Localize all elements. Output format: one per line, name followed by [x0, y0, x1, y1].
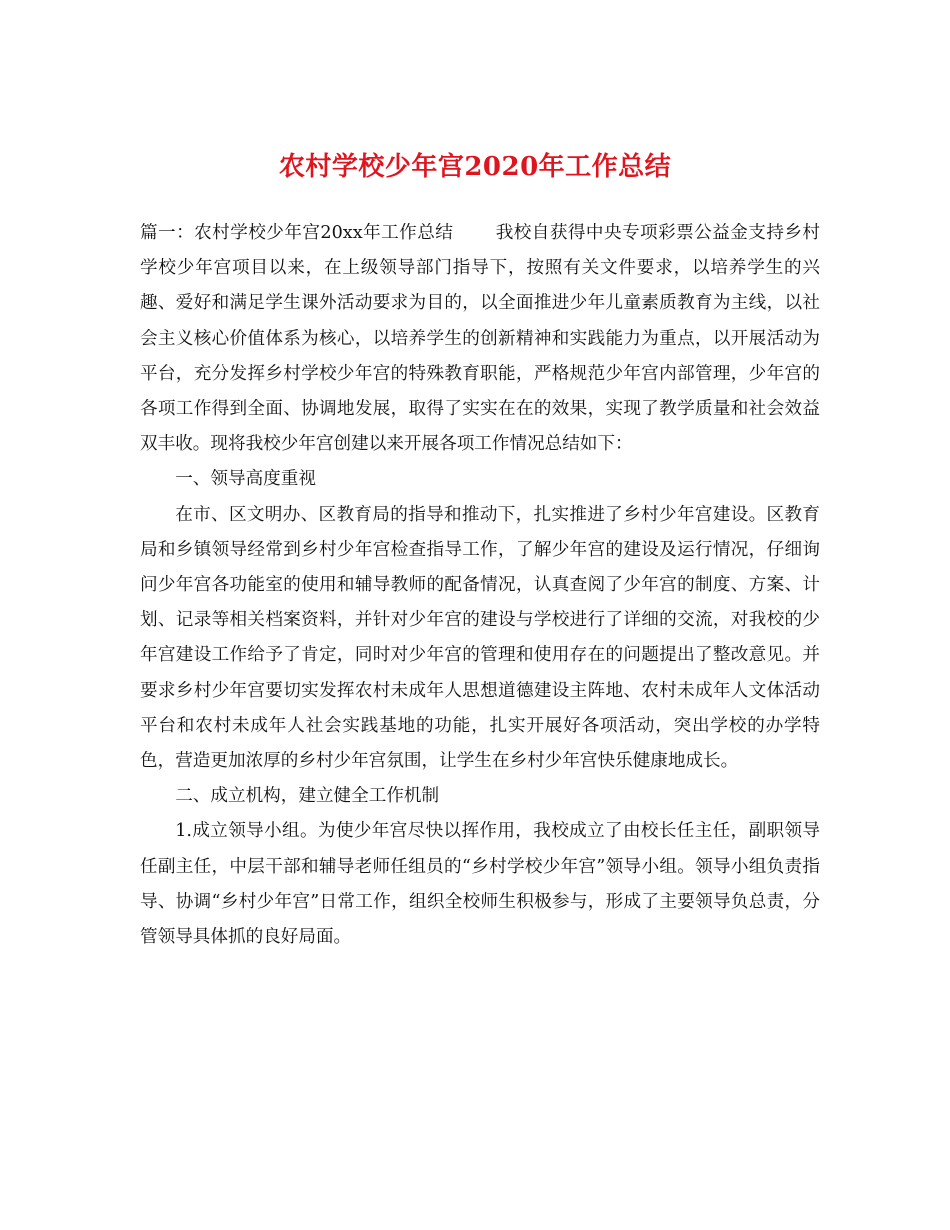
intro-heading: 篇一：农村学校少年宫20xx年工作总结 — [140, 223, 454, 243]
section2-item1-paragraph: 1.成立领导小组。为使少年宫尽快以挥作用，我校成立了由校长任主任，副职领导任副主任，中层干部和辅导老师任组员的“乡村学校少年宫”领导小组。领导小组负责指导、协调“乡村少年宫”日常工作，组织全校师生积极参与，形成了主要领导负总责，分管领导具体抓的良好局面。 — [140, 821, 820, 948]
document-body — [140, 216, 820, 955]
intro-text: 我校自获得中央专项彩票公益金支持乡村学校少年宫项目以来，在上级领导部门指导下，按照有关文件要求，以培养学生的兴趣、爱好和满足学生课外活动要求为目的，以全面推进少年儿童素质教育为主线，以社会主义核心价值体系为核心，以培养学生的创新精神和实践能力为重点，以开展活动为平台，充分发挥乡村学校少年宫的特殊教育职能，严格规范少年宫内部管理，少年宫的各项工作得到全面、协调地发展，取得了实实在在的效果，实现了教学质量和社会效益双丰收。现将我校少年宫创建以来开展各项工作情况总结如下： — [140, 223, 820, 455]
intro-paragraph — [140, 216, 820, 462]
document-title: 农村学校少年宫2020年工作总结 — [278, 152, 672, 182]
section1-heading: 一、领导高度重视 — [175, 469, 316, 490]
section1-paragraph: 在市、区文明办、区教育局的指导和推动下，扎实推进了乡村少年宫建设。区教育局和乡镇领导经常到乡村少年宫检查指导工作，了解少年宫的建设及运行情况，仔细询问少年宫各功能室的使用和辅导教师的配备情况，认真查阅了少年宫的制度、方案、计划、记录等相关档案资料，并针对少年宫的建设与学校进行了详细的交流，对我校的少年宫建设工作给予了肯定，同时对少年宫的管理和使用存在的问题提出了整改意见。并要求乡村少年宫要切实发挥农村未成年人思想道德建设主阵地、农村未成年人文体活动平台和农村未成年人社会实践基地的功能，扎实开展好各项活动，突出学校的办学特色，营造更加浓厚的乡村少年宫氛围，让学生在乡村少年宫快乐健康地成长。 — [140, 504, 820, 772]
section2-heading: 二、成立机构，建立健全工作机制 — [175, 786, 440, 807]
